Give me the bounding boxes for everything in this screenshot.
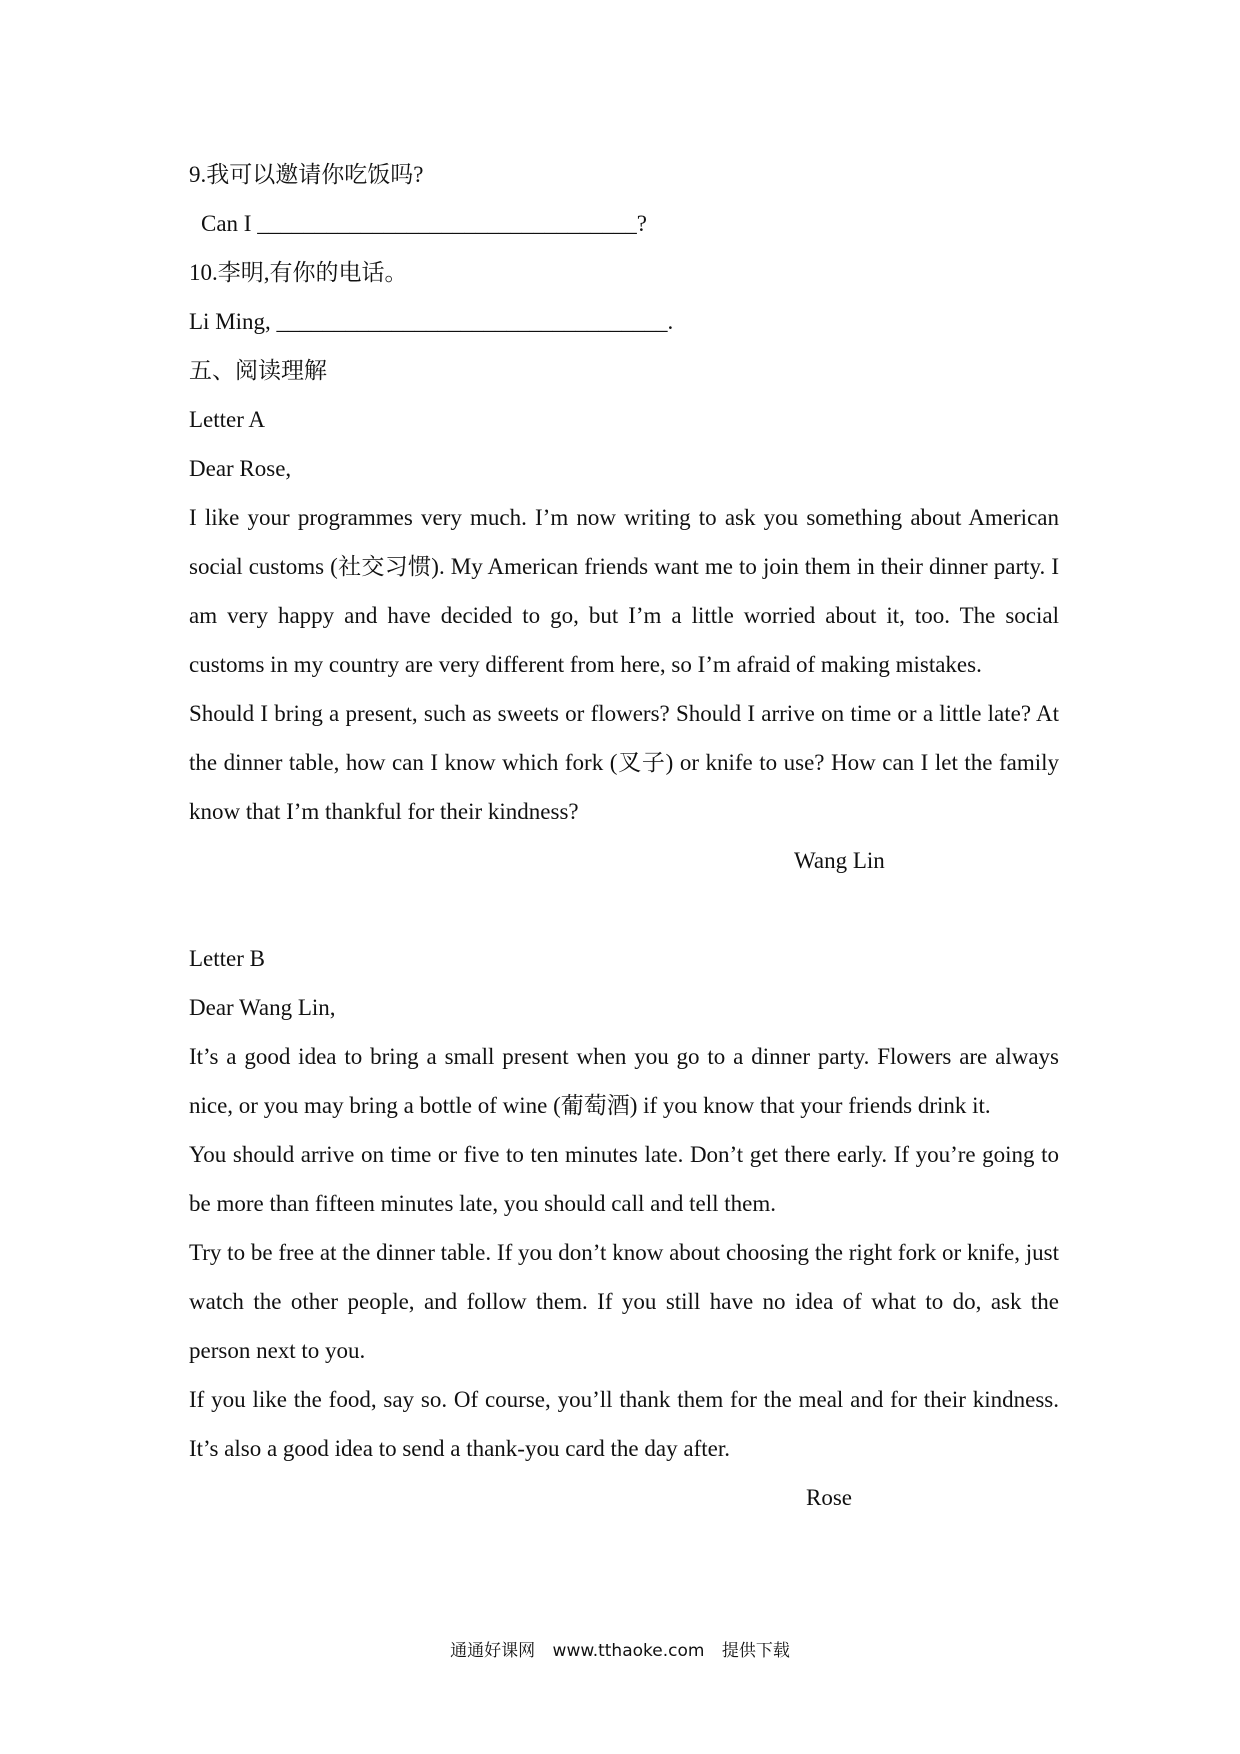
question-10-prompt: 10.李明,有你的电话。 [189,260,408,285]
footer-url: www.tthaoke.com [552,1641,705,1661]
letter-a-heading: Letter A [189,407,265,432]
question-9-prompt: 9.我可以邀请你吃饭吗? [189,162,424,187]
letter-b-paragraph-1: It’s a good idea to bring a small present when you go to a dinner party. Flowers are always nice, or you may bring a bottle of wine (葡萄酒) if you know that your friends drink it. [189,1044,1059,1118]
letter-b-heading: Letter B [189,946,265,971]
page-footer [0,1636,1240,1661]
letter-a-paragraph-2: Should I bring a present, such as sweets or flowers? Should I arrive on time or a little late? At the dinner table, how can I know which fork (叉子) or knife to use? How can I let the family know that I’m thankful for their kindness? [189,701,1059,824]
letter-a-salutation: Dear Rose, [189,456,292,481]
letter-a-signature: Wang Lin [794,848,885,873]
letter-b-paragraph-3: Try to be free at the dinner table. If you don’t know about choosing the right fork or knife, just watch the other people, and follow them. If you still have no idea of what to do, ask the person next to you. [189,1240,1059,1363]
letter-b-paragraph-2: You should arrive on time or five to ten minutes late. Don’t get there early. If you’re going to be more than fifteen minutes late, you should call and tell them. [189,1142,1059,1216]
footer-note: 提供下载 [721,1641,790,1661]
letter-b-salutation: Dear Wang Lin, [189,995,336,1020]
letter-gap [189,885,1059,934]
section-title: 五、阅读理解 [189,358,327,383]
footer-site-name: 通通好课网 [450,1641,536,1661]
letter-b-signature: Rose [806,1485,852,1510]
letter-b-paragraph-4: If you like the food, say so. Of course, you’ll thank them for the meal and for their kindness. It’s also a good idea to send a thank-you card the day after. [189,1387,1059,1461]
question-10-answer-line: Li Ming, __________________________________. [189,309,674,334]
document-body [189,150,1059,1522]
letter-a-paragraph-1: I like your programmes very much. I’m now writing to ask you something about American social customs (社交习惯). My American friends want me to join them in their dinner party. I am very happy and have decided to go, but I’m a little worried about it, too. The social customs in my country are very different from here, so I’m afraid of making mistakes. [189,505,1059,677]
question-9-answer-line: Can I _________________________________? [201,211,647,236]
